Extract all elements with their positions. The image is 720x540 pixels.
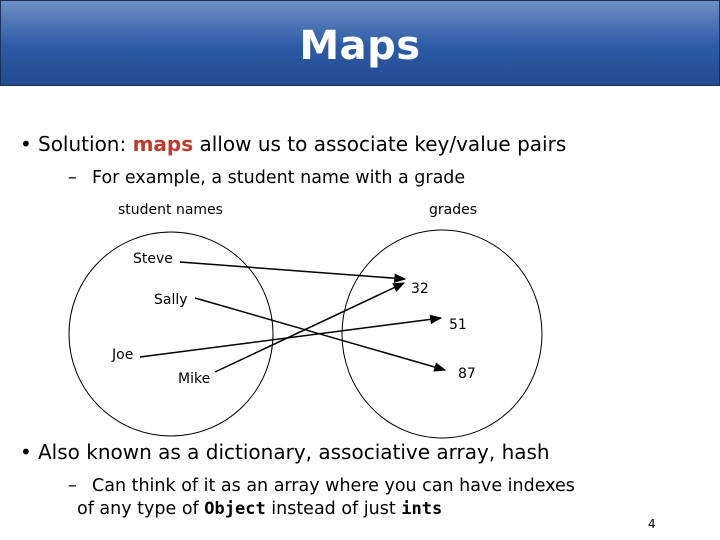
key-steve: Steve [133,251,173,267]
grades-label: grades [429,202,478,218]
bullet-solution-suffix: allow us to associate key/value pairs [193,132,567,156]
value-32: 32 [411,281,429,297]
bullet-dot-icon: • [20,440,32,464]
key-mike: Mike [178,371,211,387]
dash-icon: – [68,168,77,188]
maps-highlight: maps [132,132,194,156]
bullet-also-known [20,440,550,464]
grades-circle [342,230,542,438]
arrow-steve-32 [180,262,405,279]
value-87: 87 [458,366,476,382]
sub-bullet-example-text: For example, a student name with a grade [92,168,466,188]
bullet-also-known-text: Also known as a dictionary, associative array, hash [38,440,550,464]
slide-title: Maps [299,23,421,69]
page-number: 4 [648,517,656,531]
dash-icon: – [68,476,77,496]
sub-bullet-array-line2 [77,499,442,519]
code-ints: ints [401,499,443,519]
sub-bullet-array-text1: Can think of it as an array where you can have indexes [92,476,575,496]
bullet-solution-prefix: Solution: [38,132,133,156]
bullet-dot-icon: • [20,132,32,156]
key-joe: Joe [112,347,134,363]
sub-bullet-array-text2b: instead of just [265,499,402,519]
value-51: 51 [449,317,467,333]
student-names-label: student names [118,202,223,218]
sub-bullet-array-text2a: of any type of [77,499,205,519]
arrow-joe-51 [140,318,441,357]
code-object: Object [204,499,266,519]
sub-bullet-array-line1 [68,476,575,496]
arrow-mike-32 [215,283,404,372]
key-sally: Sally [154,292,188,308]
